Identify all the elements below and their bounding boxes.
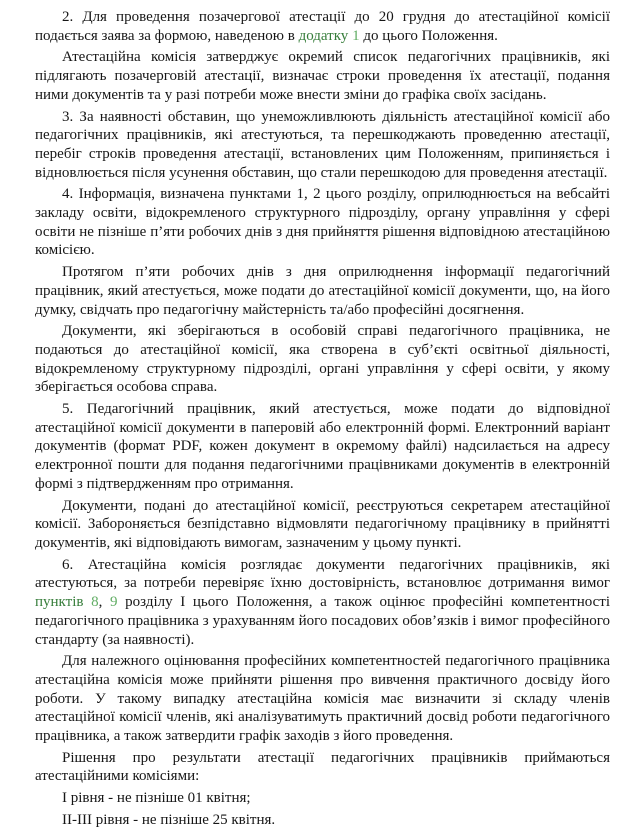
inline-link[interactable]: додатку bbox=[298, 27, 349, 44]
text-run: до цього Положення. bbox=[359, 27, 498, 44]
text-run: Для належного оцінювання професійних компетентностей педагогічного працівника атестаційна комісія може прийняти рішення про вивчення практичного досвіду його роботи. У такому випадку атестаційна комісія має визначити зі складу членів атестаційної комісії членів, які аналізуватимуть практичний досвід роботи педагогічного працівника, а також затвердити графік заходів з його проведення. bbox=[35, 653, 610, 745]
paragraph bbox=[35, 400, 610, 494]
text-run: 5. Педагогічний працівник, який атестується, може подати до відповідної атестаційної комісії документи в паперовій або електронній формі. Електронний варіант документів (формат PDF, кожен документ в окремому файлі) надсилається на адресу електронної пошти для подання педагогічними працівниками документів в електронній формі з підтвердженням про отримання. bbox=[35, 401, 610, 492]
paragraph bbox=[35, 185, 610, 260]
paragraph bbox=[35, 8, 610, 45]
inline-link[interactable]: 9 bbox=[110, 594, 118, 611]
text-run: Протягом п’яти робочих днів з дня оприлюднення інформації педагогічний працівник, який атестується, може подати до атестаційної комісії документи, що, на його думку, свідчать про педагогічну майстерність та/або професійні досягнення. bbox=[35, 264, 610, 318]
paragraph bbox=[35, 48, 610, 104]
paragraph bbox=[35, 811, 610, 830]
text-run: розділу І цього Положення, а також оцінює професійні компетентності педагогічного працівника з урахуванням його посадових обов’язків і вимог професійного стандарту (за наявності). bbox=[35, 594, 610, 648]
inline-link[interactable]: 1 bbox=[352, 27, 360, 44]
text-run: 4. Інформація, визначена пунктами 1, 2 цього розділу, оприлюднюється на вебсайті закладу освіти, відокремленого структурного підрозділу, органу управління у сфері освіти не пізніше п’яти робочих днів з дня прийняття рішення відповідною атестаційною комісією. bbox=[35, 186, 610, 259]
paragraph bbox=[35, 652, 610, 746]
text-run: 6. Атестаційна комісія розглядає документи педагогічних працівників, які атестуються, за потреби перевіряє їхню достовірність, встановлює дотримання вимог bbox=[35, 556, 610, 592]
text-run: Рішення про результати атестації педагогічних працівників приймаються атестаційними комісіями: bbox=[35, 749, 610, 785]
paragraph bbox=[35, 108, 610, 183]
paragraph bbox=[35, 322, 610, 397]
text-run: 2. Для проведення позачергової атестації до 20 грудня до атестаційної комісії подається заява за формою, наведеною в bbox=[35, 9, 610, 44]
text-run: , bbox=[98, 594, 111, 611]
paragraph bbox=[35, 789, 610, 808]
document-body bbox=[35, 8, 610, 830]
text-run: 3. За наявності обставин, що унеможливлюють діяльність атестаційної комісії або педагогічних працівників, які атестуються, та перешкоджають проведенню атестації, перебіг строків проведення атестації, встановлених цим Положенням, припиняється і відновлюється після усунення обставин, що стали перешкодою для проведення атестації. bbox=[35, 108, 610, 181]
text-run: ІІ-ІІІ рівня - не пізніше 25 квітня. bbox=[62, 811, 276, 828]
text-run bbox=[83, 594, 91, 610]
inline-link[interactable]: 8 bbox=[91, 594, 99, 611]
text-run: Атестаційна комісія затверджує окремий список педагогічних працівників, які підлягають позачерговій атестації, визначає строки проведення їх атестації, подання ними документів та у разі потреби може внести зміни до графіка своїх засідань. bbox=[35, 49, 610, 103]
paragraph bbox=[35, 497, 610, 553]
inline-link[interactable]: пунктів bbox=[35, 594, 84, 611]
paragraph bbox=[35, 556, 610, 650]
text-run: І рівня - не пізніше 01 квітня; bbox=[62, 790, 251, 807]
text-run: Документи, які зберігаються в особовій справі педагогічного працівника, не подаються до атестаційної комісії, яка створена в суб’єкті освітньої діяльності, відокремленому структурному підрозділі, органі управління у сфері освіти, у якому зберігається особова справа. bbox=[35, 323, 610, 396]
text-run: Документи, подані до атестаційної комісії, реєструються секретарем атестаційної комісії. Забороняється безпідставно відмовляти педагогічному працівнику в прийнятті документів, які відповідають вимогам, зазначеним у цьому пункті. bbox=[35, 497, 610, 551]
paragraph bbox=[35, 263, 610, 319]
paragraph bbox=[35, 749, 610, 786]
